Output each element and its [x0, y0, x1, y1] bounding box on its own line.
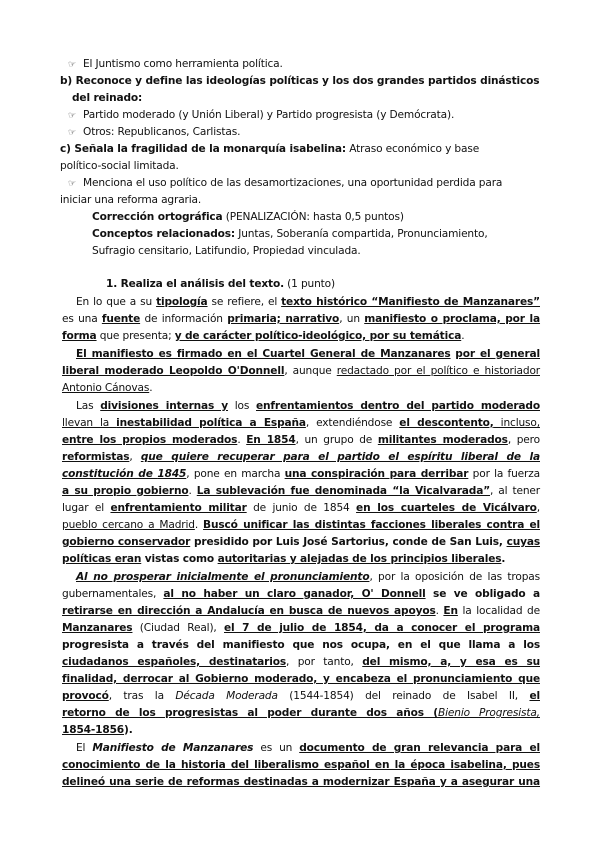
text-segment: presidido por Luis José Sartorius, conde de San Luis, — [190, 536, 507, 548]
text-segment: . — [149, 382, 153, 394]
text-segment: del mismo, a, y esa es su — [362, 656, 540, 668]
criteria-item — [68, 175, 540, 193]
text-segment: iniciar una reforma agraria. — [60, 194, 202, 206]
text-line — [62, 432, 540, 449]
text-segment: , aunque — [284, 365, 337, 377]
text-segment: (1 punto) — [283, 278, 335, 290]
text-segment: de junio de 1854 — [246, 502, 357, 514]
text-line — [62, 774, 540, 791]
text-line — [62, 380, 540, 397]
text-segment: Buscó unificar las distintas facciones liberales contra el — [203, 519, 540, 531]
related-concepts — [92, 226, 540, 243]
text-segment: Al no prosperar inicialmente el pronunciamiento — [76, 571, 370, 583]
text-line — [62, 654, 540, 671]
hand-pointer-icon: ☞ — [68, 60, 76, 70]
text-segment: al no haber un claro ganador, O' Donnell — [163, 588, 426, 600]
text-segment: . — [435, 605, 444, 617]
text-segment: militantes moderados — [377, 434, 508, 446]
text-segment: provocó — [62, 690, 109, 702]
text-segment: tipología — [156, 296, 208, 308]
text-segment: En 1854 — [246, 434, 296, 446]
text-segment: lugar el — [62, 502, 111, 514]
text-line — [62, 415, 540, 432]
text-segment: Manifiesto de Manzanares — [92, 742, 254, 754]
text-line — [76, 294, 540, 311]
text-segment: divisiones internas y — [100, 400, 229, 412]
text-segment: . — [501, 553, 506, 565]
text-segment: cuyas — [506, 536, 540, 548]
text-segment: forma — [62, 330, 97, 342]
text-line — [62, 449, 540, 466]
text-segment: fuente — [101, 313, 141, 325]
text-segment: redactado por el político e historiador — [336, 365, 540, 377]
text-line — [62, 586, 540, 603]
text-segment: , tras la — [108, 690, 176, 702]
text-line — [62, 311, 540, 328]
text-line — [62, 551, 540, 568]
text-segment: . — [194, 519, 204, 531]
text-segment: ciudadanos españoles, destinatarios — [62, 656, 286, 668]
text-line — [62, 483, 540, 500]
text-segment: es una — [62, 313, 102, 325]
text-segment: llevan la — [62, 417, 117, 429]
text-segment: el — [529, 690, 540, 702]
text-segment: . — [188, 485, 197, 497]
text-segment: 1854-1856 — [62, 724, 125, 736]
criteria-heading-b-cont — [72, 90, 540, 107]
text-segment: Las — [76, 400, 101, 412]
text-segment: manifiesto o proclama, por la — [364, 313, 541, 325]
text-segment: El manifiesto es firmado en el Cuartel General de Manzanares — [76, 348, 451, 360]
text-segment: Bienio Progresista, — [437, 707, 540, 719]
text-segment: , extendiéndose — [305, 417, 400, 429]
section-heading — [106, 276, 540, 293]
text-segment: Juntas, Soberanía compartida, Pronunciamiento, — [235, 228, 488, 240]
text-segment: conocimiento de la historia del liberalismo español en la época isabelina, pues — [62, 759, 540, 771]
text-segment: La sublevación fue denominada “la Vicalvarada” — [196, 485, 491, 497]
text-segment: progresista a través del manifiesto que nos ocupa, en el que llama a los — [62, 639, 540, 651]
text-segment: , un — [339, 313, 365, 325]
text-segment: que quiere recuperar para el partido el espíritu liberal de la — [140, 451, 540, 463]
text-segment: gobierno conservador — [62, 536, 191, 548]
text-segment: Atraso económico y base — [346, 143, 480, 155]
text-segment: enfrentamientos dentro del partido moderado — [255, 400, 540, 412]
text-segment: constitución de — [62, 468, 158, 480]
hand-pointer-icon: ☞ — [68, 179, 76, 189]
text-segment: a su propio gobierno — [62, 485, 189, 497]
text-segment: (1544-1854) del reinado de Isabel II, — [277, 690, 530, 702]
text-segment: Antonio Cánovas — [62, 382, 150, 394]
text-segment: delineó una serie de — [62, 776, 187, 788]
text-segment: En — [443, 605, 458, 617]
text-segment: Otros: Republicanos, Carlistas. — [83, 126, 241, 138]
text-segment: , un grupo de — [295, 434, 378, 446]
text-segment: reformistas — [62, 451, 130, 463]
text-line — [62, 705, 540, 722]
text-line — [76, 398, 540, 415]
criteria-heading-b — [60, 73, 540, 90]
text-segment: texto histórico “Manifiesto de Manzanares” — [281, 296, 540, 308]
text-segment: Década Moderada — [175, 690, 278, 702]
text-segment: de información — [140, 313, 228, 325]
text-segment: por la fuerza — [468, 468, 541, 480]
hand-pointer-icon: ☞ — [68, 128, 76, 138]
text-line — [62, 517, 540, 534]
text-segment: . — [237, 434, 247, 446]
text-segment: entre los propios moderados — [62, 434, 238, 446]
text-segment: por el general — [455, 348, 540, 360]
text-segment: se refiere, el — [207, 296, 282, 308]
related-concepts-cont — [92, 243, 540, 260]
criteria-item — [68, 107, 540, 125]
text-segment: Sufragio censitario, Latifundio, Propiedad vinculada. — [92, 245, 361, 257]
text-segment: pueblo cercano a Madrid — [62, 519, 195, 531]
text-line — [62, 534, 540, 551]
text-segment: , al tener — [490, 485, 540, 497]
text-segment: (PENALIZACIÓN: hasta 0,5 puntos) — [222, 211, 404, 223]
criteria-heading-c — [60, 141, 540, 158]
text-segment: ). — [124, 724, 133, 736]
criteria-text — [60, 192, 540, 209]
text-segment: retorno de los progresistas al poder durante dos años ( — [62, 707, 438, 719]
text-segment: la localidad de — [457, 605, 540, 617]
text-line — [62, 620, 540, 637]
text-segment: El Juntismo como herramienta política. — [83, 58, 283, 70]
text-segment: , pone en marcha — [186, 468, 285, 480]
text-segment: se ve obligado a — [425, 588, 541, 600]
text-segment: Conceptos relacionados: — [92, 228, 236, 240]
text-segment: inestabilidad política a España — [116, 417, 306, 429]
text-line — [62, 688, 540, 705]
text-line — [62, 722, 540, 739]
text-segment: político-social limitada. — [60, 160, 179, 172]
text-line — [76, 346, 540, 363]
text-segment: políticas eran — [62, 553, 142, 565]
text-segment: es un — [253, 742, 300, 754]
hand-pointer-icon: ☞ — [68, 111, 76, 121]
text-segment: Manzanares — [62, 622, 133, 634]
text-segment: finalidad, derrocar al Gobierno moderado, y encabeza el pronunciamiento que — [62, 673, 540, 685]
text-line — [62, 328, 540, 345]
text-segment: reformas destinadas a modernizar España y a asegurar una — [186, 776, 541, 788]
text-segment: y de carácter político-ideológico, por su temática — [174, 330, 462, 342]
text-segment: incluso, — [493, 417, 540, 429]
text-segment: los — [228, 400, 256, 412]
text-line — [62, 757, 540, 774]
text-line — [62, 363, 540, 380]
text-segment: , pero — [507, 434, 540, 446]
text-segment: el descontento, — [399, 417, 494, 429]
text-segment: , por la oposición de las tropas — [369, 571, 540, 583]
criteria-item — [68, 56, 540, 74]
text-segment: enfrentamiento militar — [110, 502, 247, 514]
text-segment: , — [129, 451, 141, 463]
text-segment: c) Señala la fragilidad de la monarquía isabelina: — [60, 143, 347, 155]
text-segment: que presenta; — [96, 330, 175, 342]
text-segment: , — [536, 502, 540, 514]
text-segment: en los cuarteles de Vicálvaro — [356, 502, 537, 514]
criteria-item — [68, 124, 540, 142]
text-segment: En lo que a su — [76, 296, 157, 308]
text-line — [62, 603, 540, 620]
text-segment: 1. Realiza el análisis del texto. — [106, 278, 284, 290]
text-segment: b) Reconoce y define las ideologías políticas y los dos grandes partidos dinásticos — [60, 75, 540, 87]
text-segment: documento de gran relevancia para el — [299, 742, 540, 754]
text-segment: Partido moderado (y Unión Liberal) y Partido progresista (y Demócrata). — [83, 109, 455, 121]
text-segment: 1845 — [157, 468, 187, 480]
text-segment: (Ciudad Real), — [132, 622, 224, 634]
text-line — [76, 740, 540, 757]
text-segment: liberal moderado Leopoldo O'Donnell — [62, 365, 285, 377]
spelling-note — [92, 209, 540, 226]
text-segment: del reinado: — [72, 92, 143, 104]
text-segment: autoritarias y alejadas de los principios liberales — [217, 553, 502, 565]
text-segment: una conspiración para derribar — [284, 468, 469, 480]
text-line — [62, 637, 540, 654]
text-line — [76, 569, 540, 586]
text-line — [62, 671, 540, 688]
text-segment: El — [76, 742, 93, 754]
text-segment: gubernamentales, — [62, 588, 164, 600]
criteria-text — [60, 158, 540, 175]
text-segment: vistas como — [141, 553, 218, 565]
text-line — [62, 466, 540, 483]
text-segment: , por tanto, — [286, 656, 363, 668]
text-segment: Menciona el uso político de las desamortizaciones, una oportunidad perdida para — [83, 177, 503, 189]
text-segment: primaria; narrativo — [227, 313, 340, 325]
text-segment: . — [461, 330, 465, 342]
text-segment: el 7 de julio de 1854, da a conocer el programa — [224, 622, 540, 634]
text-segment: retirarse en dirección a Andalucía en busca de nuevos apoyos — [62, 605, 436, 617]
text-segment: Corrección ortográfica — [92, 211, 223, 223]
text-line — [62, 500, 540, 517]
